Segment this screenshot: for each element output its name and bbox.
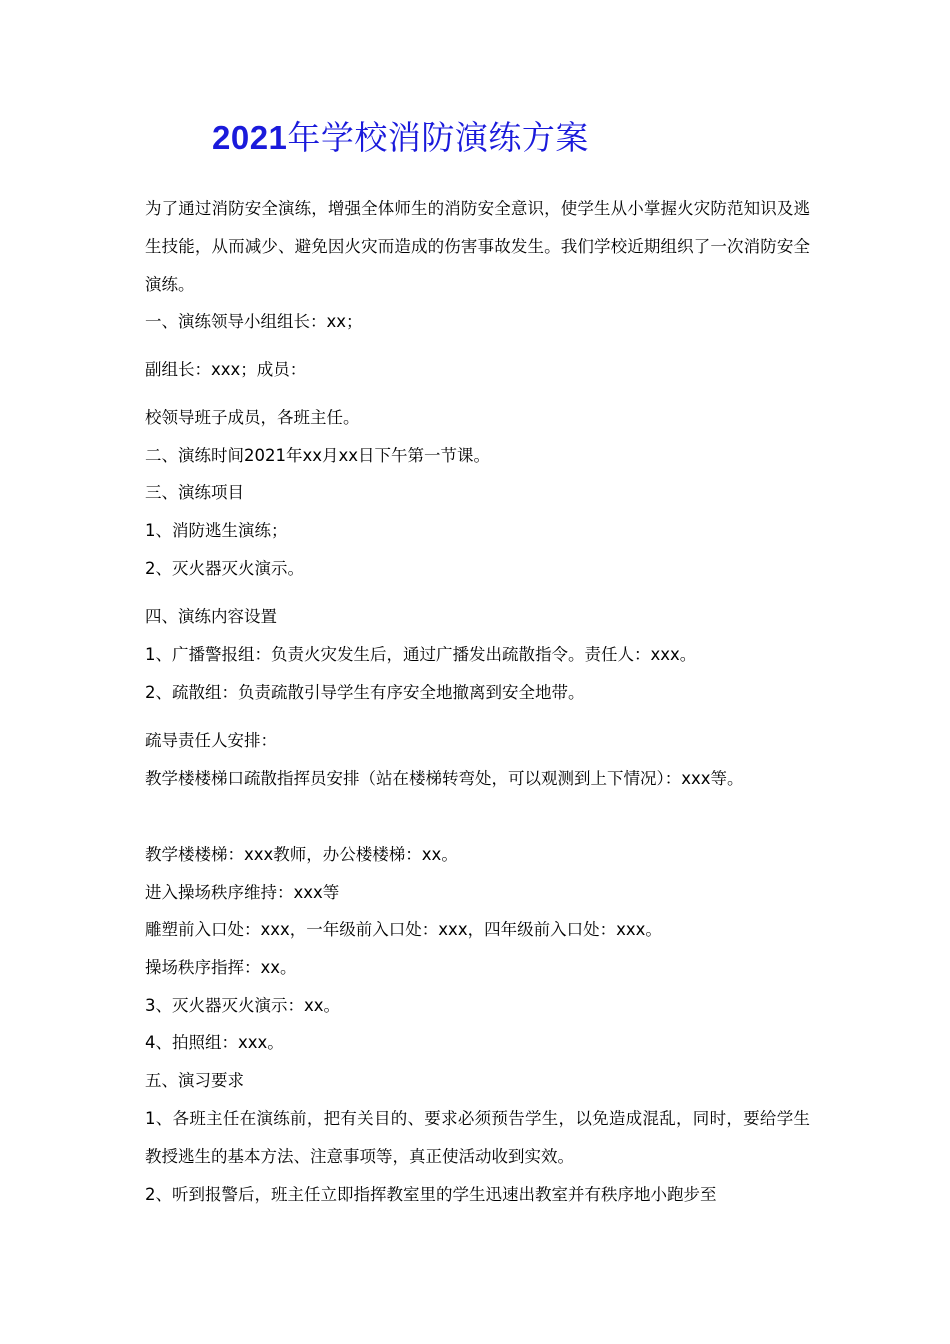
paragraph-field-command: 操场秩序指挥：xx。 <box>145 958 297 977</box>
content-item-1: 1、广播警报组：负责火灾发生后，通过广播发出疏散指令。责任人：xxx。 <box>145 645 697 664</box>
content-item-4: 4、拍照组：xxx。 <box>145 1033 284 1052</box>
document-title <box>212 116 589 160</box>
heading-projects: 三、演练项目 <box>145 483 244 502</box>
paragraph-leader: 一、演练领导小组组长：xx； <box>145 312 363 331</box>
project-item-2: 2、灭火器灭火演示。 <box>145 559 304 578</box>
project-item-1: 1、消防逃生演练； <box>145 521 288 540</box>
paragraph-members: 校领导班子成员，各班主任。 <box>145 408 360 427</box>
intro-paragraph: 为了通过消防安全演练，增强全体师生的消防安全意识，使学生从小掌握火灾防范知识及逃生技能，从而减少、避免因火灾而造成的伤害事故发生。我们学校近期组织了一次消防安全演练。 <box>145 199 810 294</box>
content-item-3: 3、灭火器灭火演示：xx。 <box>145 996 341 1015</box>
title-year: 2021 <box>212 119 288 156</box>
paragraph-stair-commander: 教学楼楼梯口疏散指挥员安排（站在楼梯转弯处，可以观测到上下情况）：xxx等。 <box>145 769 744 788</box>
paragraph-time: 二、演练时间2021年xx月xx日下午第一节课。 <box>145 446 491 465</box>
requirement-item-2: 2、听到报警后，班主任立即指挥教室里的学生迅速出教室并有秩序地小跑步至 <box>145 1185 717 1204</box>
paragraph-order: 进入操场秩序维持：xxx等 <box>145 883 340 902</box>
heading-content: 四、演练内容设置 <box>145 607 277 626</box>
paragraph-guidance: 疏导责任人安排： <box>145 731 277 750</box>
paragraph-deputy: 副组长：xxx；成员： <box>145 360 307 379</box>
paragraph-entrances: 雕塑前入口处：xxx，一年级前入口处：xxx，四年级前入口处：xxx。 <box>145 920 662 939</box>
content-item-2: 2、疏散组：负责疏散引导学生有序安全地撤离到安全地带。 <box>145 683 585 702</box>
requirement-item-1: 1、各班主任在演练前，把有关目的、要求必须预告学生，以免造成混乱，同时，要给学生教授逃生的基本方法、注意事项等，真正使活动收到实效。 <box>145 1109 810 1166</box>
title-text: 年学校消防演练方案 <box>287 118 589 157</box>
heading-requirements: 五、演习要求 <box>145 1071 244 1090</box>
paragraph-stairs: 教学楼楼梯：xxx教师，办公楼楼梯：xx。 <box>145 845 458 864</box>
